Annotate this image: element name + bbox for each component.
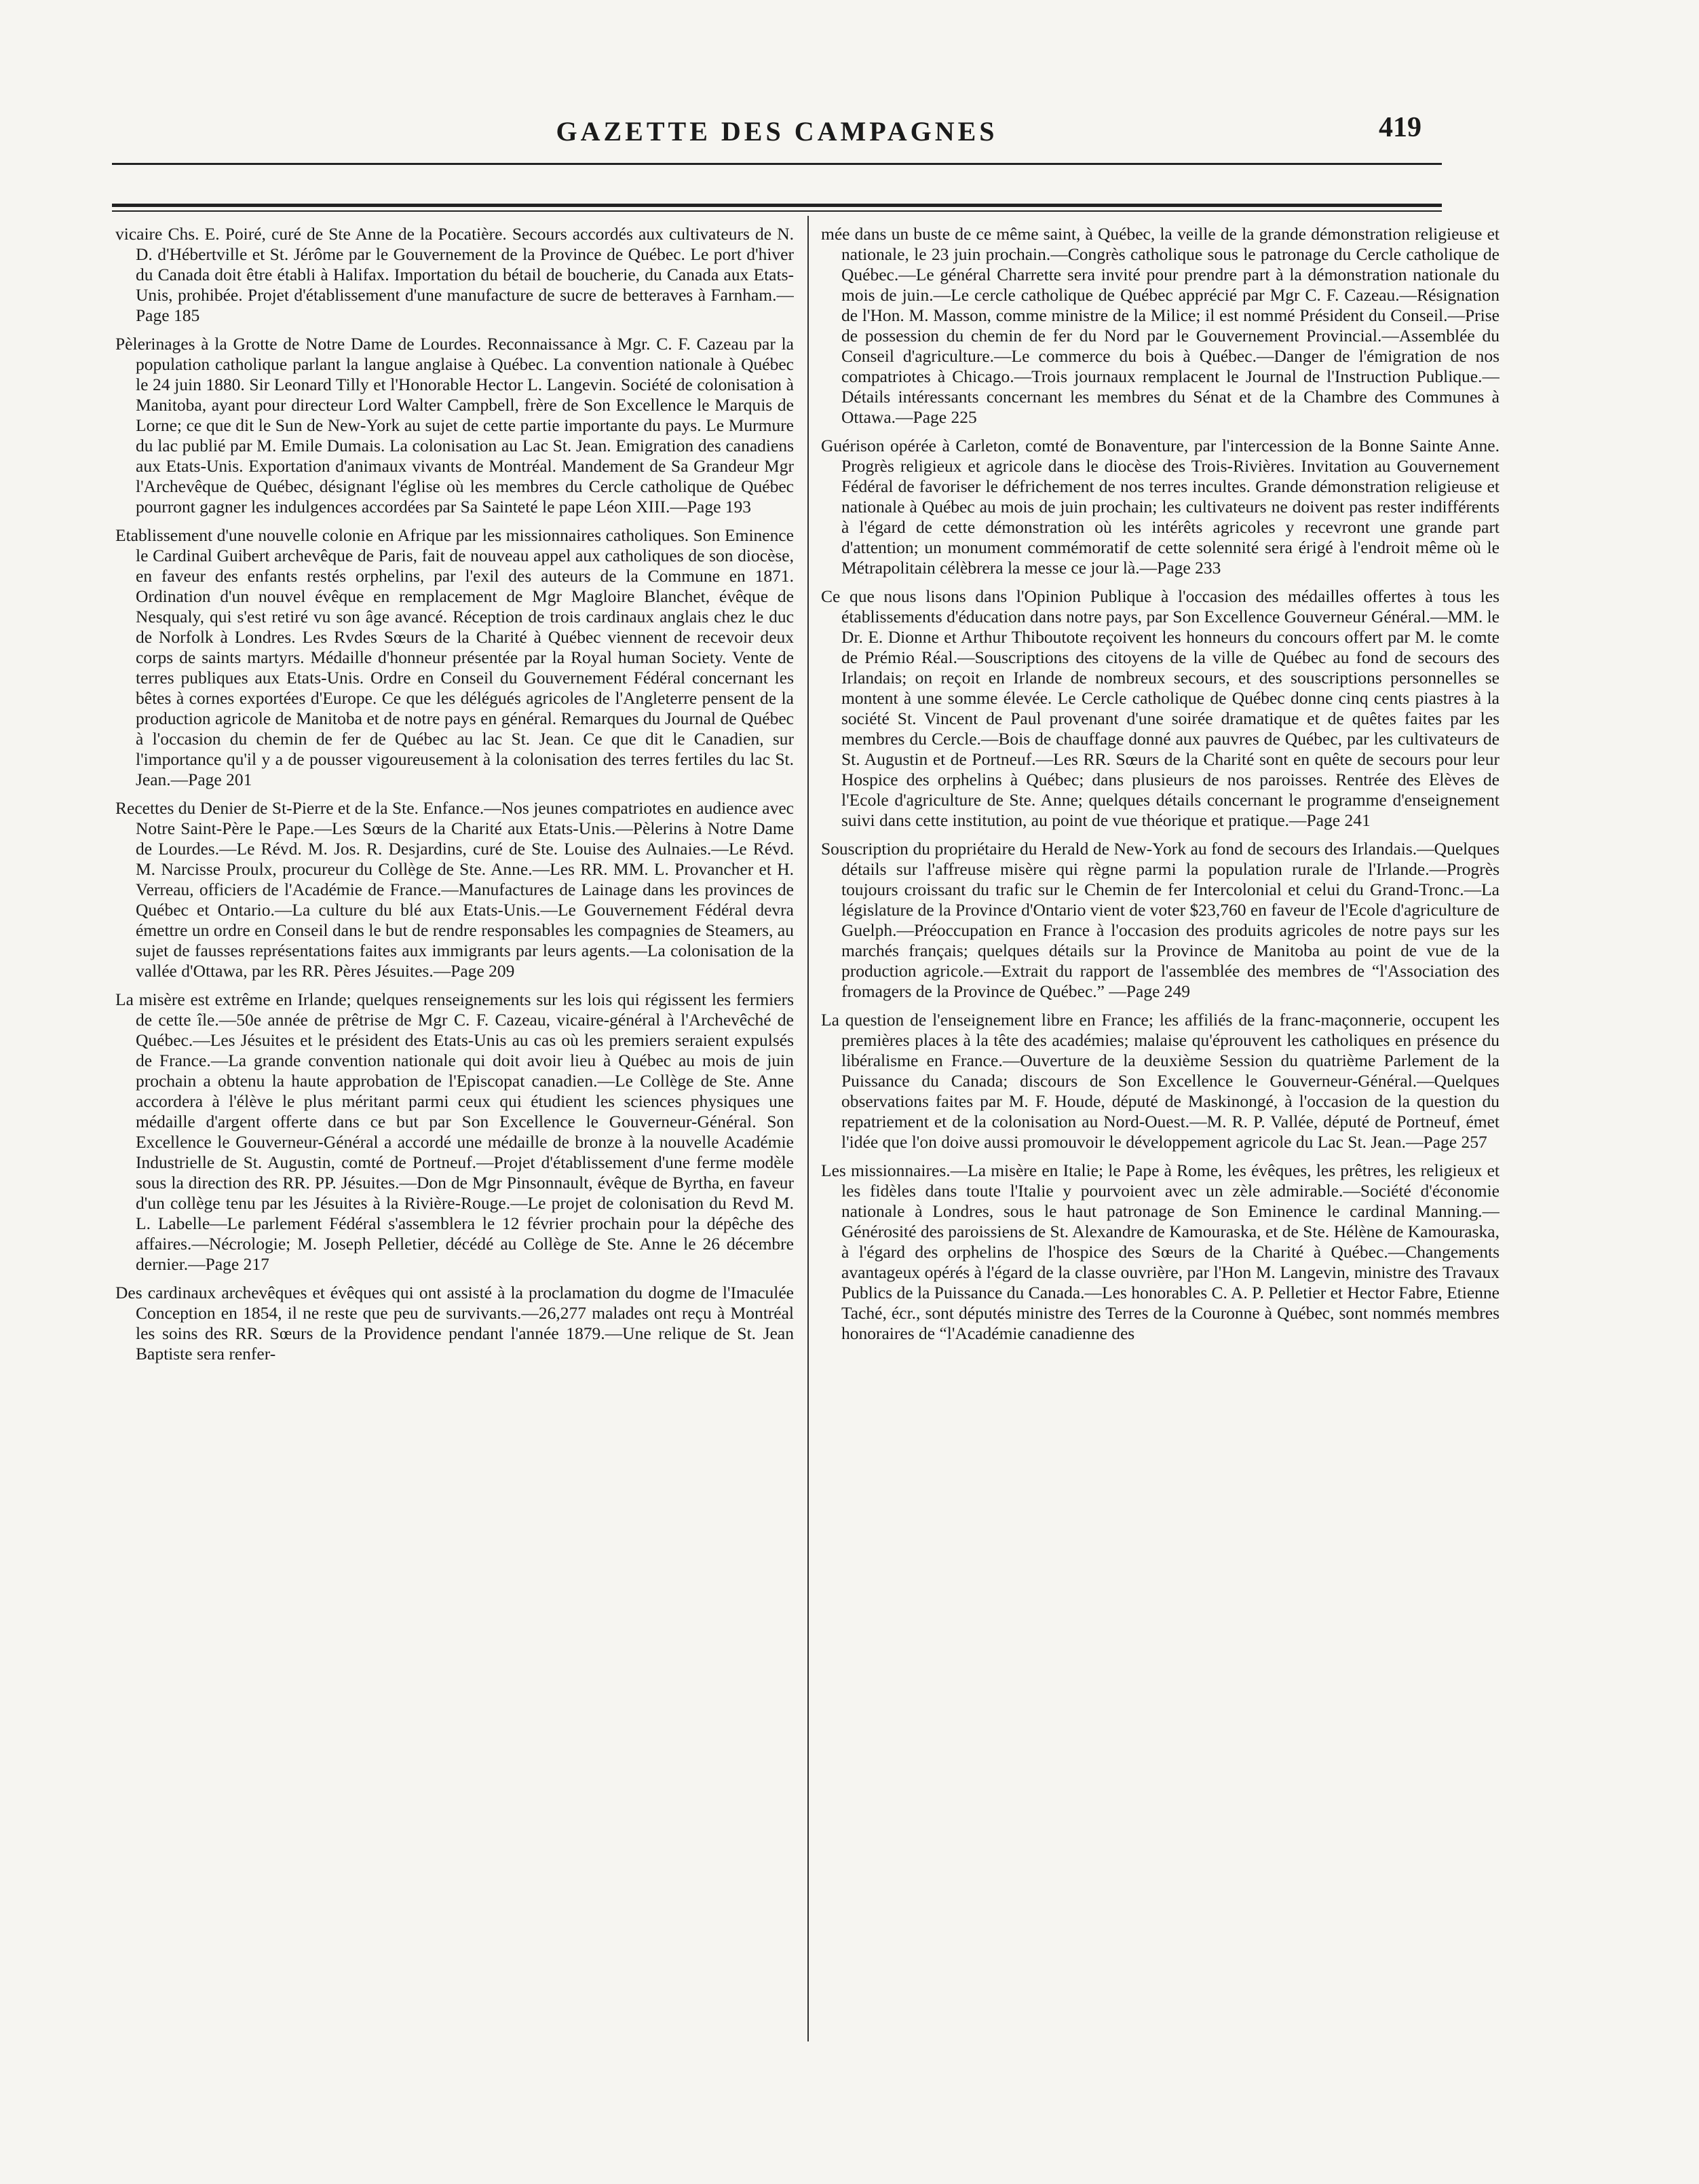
page-number: 419 bbox=[1379, 112, 1421, 143]
right-column bbox=[821, 224, 1500, 2022]
index-entry: mée dans un buste de ce même saint, à Québec, la veille de la grande démonstration religieuse et nationale, le 23 juin prochain.—Congrès catholique sous le patronage du Cercle catholique de Québec.—Le général Charrette sera invité pour prendre part à la démonstration nationale du mois de juin.—Le cercle catholique de Québec apprécié par Mgr C. F. Cazeau.—Résignation de l'Hon. M. Masson, comme ministre de la Milice; il est nommé Président du Conseil.—Prise de possession du chemin de fer du Nord par le Gouvernement Provincial.—Assemblée du Conseil d'agriculture.—Le commerce du bois à Québec.—Danger de l'émigration de nos compatriotes à Chicago.—Trois journaux remplacent le Journal de l'Instruction Publique.—Détails intéressants concernant les membres du Sénat et de la Chambre des Communes à Ottawa.—Page 225 bbox=[821, 224, 1500, 427]
index-entry: La question de l'enseignement libre en France; les affiliés de la franc-maçonnerie, occupent les premières places à la tête des académies; malaise qu'éprouvent les catholiques en présence du libéralisme en France.—Ouverture de la deuxième Session du quatrième Parlement de la Puissance du Canada; discours de Son Excellence le Gouverneur-Général.—Quelques observations faites par M. F. Houde, député de Maskinongé, à l'occasion de la question du repatriement et de la colonisation au Nord-Ouest.—M. R. P. Vallée, député de Portneuf, émet l'idée que l'on doive aussi promouvoir le développement agricole du Lac St. Jean.—Page 257 bbox=[821, 1010, 1500, 1152]
index-entry: Pèlerinages à la Grotte de Notre Dame de Lourdes. Reconnaissance à Mgr. C. F. Cazeau par la population catholique parlant la langue anglaise à Québec. La convention nationale à Québec le 24 juin 1880. Sir Leonard Tilly et l'Honorable Hector L. Langevin. Société de colonisation à Manitoba, ayant pour directeur Lord Walter Campbell, frère de Son Excellence le Marquis de Lorne; ce que dit le Sun de New-York au sujet de cette partie importante du pays. Le Murmure du lac publié par M. Emile Dumais. La colonisation au Lac St. Jean. Emigration des canadiens aux Etats-Unis. Exportation d'animaux vivants de Montréal. Mandement de Sa Grandeur Mgr l'Archevêque de Québec, désignant l'église où les membres du Cercle catholique de Québec pourront gagner les indulgences accordées par Sa Sainteté le pape Léon XIII.—Page 193 bbox=[115, 334, 794, 516]
header-rule-thick bbox=[112, 204, 1442, 207]
page-header bbox=[112, 102, 1442, 156]
index-entry: La misère est extrême en Irlande; quelques renseignements sur les lois qui régissent les fermiers de cette île.—50e année de prêtrise de Mgr C. F. Cazeau, vicaire-général à l'Archevêché de Québec.—Les Jésuites et le président des Etats-Unis au cas où les premiers seraient expulsés de France.—La grande convention nationale qui doit avoir lieu à Québec au mois de juin prochain a obtenu la haute approbation de l'Episcopat canadien.—Le Collège de Ste. Anne accordera à l'élève le plus méritant parmi ceux qui étudient les sciences physiques une médaille d'argent offerte dans ce but par Son Excellence le Gouverneur-Général. Son Excellence le Gouverneur-Général a accordé une médaille de bronze à la nouvelle Académie Industrielle de St. Augustin, comté de Portneuf.—Projet d'établissement d'une ferme modèle sous la direction des RR. PP. Jésuites.—Don de Mgr Pinsonnault, évêque de Byrtha, en faveur d'un collège tenu par les Jésuites à la Rivière-Rouge.—Le projet de colonisation du Revd M. L. Labelle—Le parlement Fédéral s'assemblera le 12 février prochain pour la dépêche des affaires.—Nécrologie; M. Joseph Pelletier, décédé au Collège de Ste. Anne le 26 décembre dernier.—Page 217 bbox=[115, 990, 794, 1274]
header-rule-double bbox=[112, 210, 1442, 212]
header-rule-thin bbox=[112, 163, 1442, 165]
index-entry: Les missionnaires.—La misère en Italie; le Pape à Rome, les évêques, les prêtres, les religieux et les fidèles dans toute l'Italie y pourvoient avec un zèle admirable.—Société d'économie nationale à Londres, sous le haut patronage de Son Eminence le cardinal Manning.—Générosité des paroissiens de St. Alexandre de Kamouraska, et de Ste. Hélène de Kamouraska, à l'égard des orphelins de l'hospice des Sœurs de la Charité à Québec.—Changements avantageux opérés à l'égard de la classe ouvrière, par l'Hon M. Langevin, ministre des Travaux Publics de la Puissance du Canada.—Les honorables C. A. P. Pelletier et Hector Fabre, Etienne Taché, écr., sont députés ministre des Terres de la Couronne à Québec, sont nommés membres honoraires de “l'Académie canadienne des bbox=[821, 1161, 1500, 1343]
left-column bbox=[115, 224, 794, 2022]
index-entry: Ce que nous lisons dans l'Opinion Publique à l'occasion des médailles offertes à tous les établissements d'éducation dans notre pays, par Son Excellence Gouverneur Général.—MM. le Dr. E. Dionne et Arthur Thiboutote reçoivent les honneurs du concours offert par M. le comte de Prémio Réal.—Souscriptions des citoyens de la ville de Québec au fond de secours des Irlandais; on reçoit en Irlande de nombreux secours, et des souscriptions personnelles se montent à une somme élevée. Le Cercle catholique de Québec donne cinq cents piastres à la société St. Vincent de Paul provenant d'une soirée dramatique et de quêtes faites par les membres du Cercle.—Bois de chauffage donné aux pauvres de Québec, par les cultivateurs de St. Augustin et de Portneuf.—Les RR. Sœurs de la Charité sont en quête de secours pour leur Hospice des orphelins à Québec; dans plusieurs de nos paroisses. Rentrée des Elèves de l'Ecole d'agriculture de Ste. Anne; quelques détails concernant le programme d'enseignement suivi dans cette institution, au point de vue théorique et pratique.—Page 241 bbox=[821, 586, 1500, 830]
running-title: GAZETTE DES CAMPAGNES bbox=[556, 116, 998, 147]
index-entry: Des cardinaux archevêques et évêques qui ont assisté à la proclamation du dogme de l'Imaculée Conception en 1854, il ne reste que peu de survivants.—26,277 malades ont reçu à Montréal les soins des RR. Sœurs de la Providence pendant l'année 1879.—Une relique de St. Jean Baptiste sera renfer- bbox=[115, 1283, 794, 1363]
index-entry: Guérison opérée à Carleton, comté de Bonaventure, par l'intercession de la Bonne Sainte Anne. Progrès religieux et agricole dans le diocèse des Trois-Rivières. Invitation au Gouvernement Fédéral de favoriser le défrichement de nos terres incultes. Grande démonstration religieuse et nationale à Québec au mois de juin prochain; les cultivateurs ne doivent pas rester indifférents à l'égard de cette démonstration où les intérêts agricoles y recevront une grande part d'attention; un monument commémoratif de cette solennité sera érigé à l'endroit même où le Métrapolitain célèbrera la messe ce jour là.—Page 233 bbox=[821, 436, 1500, 578]
column-divider bbox=[807, 216, 809, 2041]
index-entry: Etablissement d'une nouvelle colonie en Afrique par les missionnaires catholiques. Son Eminence le Cardinal Guibert archevêque de Paris, fait de nouveau appel aux catholiques de son diocèse, en faveur des enfants restés orphelins, par l'exil des auteurs de la Commune en 1871. Ordination d'un nouvel évêque en remplacement de Mgr Magloire Blanchet, évêque de Nesqualy, qui s'est retiré vu son âge avancé. Réception de trois cardinaux anglais chez le duc de Norfolk à Londres. Les Rvdes Sœurs de la Charité à Québec viennent de recevoir deux corps de saints martyrs. Médaille d'honneur présentée par la Royal human Society. Vente de terres publiques aux Etats-Unis. Ordre en Conseil du Gouvernement Fédéral concernant les bêtes à cornes exportées d'Europe. Ce que les délégués agricoles de l'Angleterre pensent de la production agricole de Manitoba et de notre pays en général. Remarques du Journal de Québec à l'occasion du chemin de fer de Québec au lac St. Jean. Ce que dit le Canadien, sur l'importance qu'il y a de pousser vigoureusement à la colonisation des terres fertiles du lac St. Jean.—Page 201 bbox=[115, 525, 794, 789]
index-entry: Recettes du Denier de St-Pierre et de la Ste. Enfance.—Nos jeunes compatriotes en audience avec Notre Saint-Père le Pape.—Les Sœurs de la Charité aux Etats-Unis.—Pèlerins à Notre Dame de Lourdes.—Le Révd. M. Jos. R. Desjardins, curé de Ste. Louise des Aulnaies.—Le Révd. M. Narcisse Proulx, procureur du Collège de Ste. Anne.—Les RR. MM. L. Provancher et H. Verreau, officiers de l'Académie de France.—Manufactures de Lainage dans les provinces de Québec et Ontario.—La culture du blé aux Etats-Unis.—Le Gouvernement Fédéral devra émettre un ordre en Conseil dans le but de rendre responsables les compagnies de Steamers, au sujet de fausses représentations faites aux immigrants par leurs agents.—La colonisation de la vallée d'Ottawa, par les RR. Pères Jésuites.—Page 209 bbox=[115, 798, 794, 981]
index-entry: vicaire Chs. E. Poiré, curé de Ste Anne de la Pocatière. Secours accordés aux cultivateurs de N. D. d'Hébertville et St. Jérôme par le Gouvernement de la Province de Québec. Le port d'hiver du Canada doit être établi à Halifax. Importation du bétail de boucherie, du Canada aux Etats-Unis, prohibée. Projet d'établissement d'une manufacture de sucre de betteraves à Farnham.—Page 185 bbox=[115, 224, 794, 325]
index-entry: Souscription du propriétaire du Herald de New-York au fond de secours des Irlandais.—Quelques détails sur l'affreuse misère qui règne parmi la population rurale de l'Irlande.—Progrès toujours croissant du trafic sur le Chemin de fer Intercolonial et celui du Grand-Tronc.—La législature de la Province d'Ontario vient de voter $23,760 en faveur de l'Ecole d'agriculture de Guelph.—Préoccupation en France à l'occasion des produits agricoles de notre pays sur les marchés français; quelques détails sur la Province de Manitoba au point de vue de la production agricole.—Extrait du rapport de l'assemblée des membres de “l'Association des fromagers de la Province de Québec.” —Page 249 bbox=[821, 839, 1500, 1001]
